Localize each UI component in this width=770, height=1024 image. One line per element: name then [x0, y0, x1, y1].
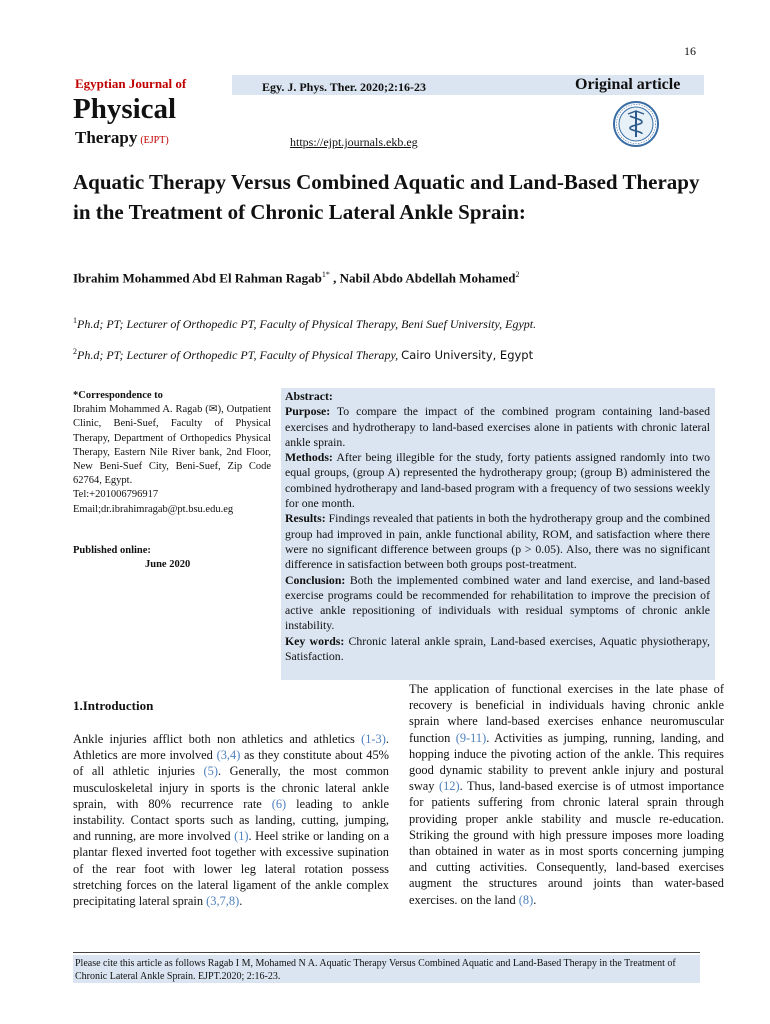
- affiliation-1-num: 1: [73, 316, 77, 325]
- journal-name-line2: Physical: [73, 93, 177, 125]
- journal-name-line1: Egyptian Journal of: [75, 76, 187, 91]
- affiliation-2-num: 2: [73, 347, 77, 356]
- paragraph-text: . Thus, land-based exercise is of utmost importance for patients suffering from chronic lateral sprain through providing proper ankle stability and muscle re-education. Striking the ground with high pressure imposes more loading than obtained in water as in most sports concerning jumping and cutting activities. Consequently, land-based exercises augment the structures around joints than water-based exercises. on the land: [409, 779, 724, 907]
- correspondence-email: Email;dr.ibrahimragab@pt.bsu.edu.eg: [73, 503, 234, 515]
- keywords-text: Chronic lateral ankle sprain, Land-based exercises, Aquatic physiotherapy, Satisfaction.: [285, 633, 710, 664]
- affiliation-2-text: Ph.d; PT; Lecturer of Orthopedic PT, Faculty of Physical Therapy,: [77, 348, 402, 362]
- author-2: Nabil Abdo Abdellah Mohamed: [339, 270, 516, 286]
- citation-reference-link[interactable]: (6): [271, 796, 287, 811]
- journal-citation: Egy. J. Phys. Ther. 2020;2:16-23: [262, 80, 427, 94]
- citation-reference-link[interactable]: (3,4): [216, 748, 241, 763]
- journal-url-link[interactable]: https://ejpt.journals.ekb.eg: [290, 135, 418, 149]
- citation-reference-link[interactable]: (3,7,8): [206, 894, 240, 909]
- correspondence-heading: *Correspondence to: [73, 390, 163, 401]
- citation-reference-link[interactable]: (5): [203, 764, 218, 779]
- paragraph-text: Ankle injuries afflict both non athletics and athletics: [73, 732, 362, 746]
- affiliation-1: [73, 316, 536, 332]
- affiliation-1-text: Ph.d; PT; Lecturer of Orthopedic PT, Faculty of Physical Therapy, Beni Suef University, Egypt.: [77, 317, 537, 331]
- ejpt-logo-icon: [612, 100, 660, 148]
- introduction-heading: 1.Introduction: [73, 698, 154, 713]
- footer-divider: [73, 952, 700, 953]
- correspondence-body: Ibrahim Mohammed A. Ragab (✉), Outpatient Clinic, Beni-Suef, Faculty of Physical Therapy, Department of Orthopedics Physical Therapy, Eastern Nile River bank, 2nd Floor, New Beni-Suef City, Beni-Suef, Zip Code 62764, Egypt.: [73, 404, 271, 487]
- paragraph-text: .: [239, 894, 243, 909]
- paragraph-text: . Athletics are more involved: [73, 732, 389, 763]
- citation-reference-link[interactable]: (8): [518, 892, 534, 907]
- purpose-label: Purpose:: [285, 404, 331, 419]
- paragraph-text: leading to ankle instability. Contact sports such as landing, cutting, jumping, and running, are more involved: [73, 796, 389, 844]
- published-date: June 2020: [145, 559, 191, 570]
- results-text: Findings revealed that patients in both the hydrotherapy group and the combined group had improved in pain, ankle functional ability, ROM, and satisfaction where there were no significant difference between groups (p > 0.05). Also, there was no significant difference in satisfaction between both groups post-treatment.: [285, 511, 710, 572]
- citation-reference-link[interactable]: (9-11): [455, 730, 487, 745]
- journal-abbr: (EJPT): [140, 135, 169, 146]
- correspondence-block: [73, 389, 271, 517]
- paragraph-text: . Heel strike or landing on a plantar flexed inverted foot together with excessive supination of the rear foot with lower leg lateral rotation possess stretching forces on the lateral ligament of the ankle complex precipitating lateral sprain: [73, 829, 390, 909]
- paragraph-text: . Generally, the most common musculoskeletal injury in sports is the chronic lateral ankle sprain, with 80% recurrence rate: [73, 764, 389, 811]
- author-1: Ibrahim Mohammed Abd El Rahman Ragab: [73, 270, 322, 286]
- page-number: 16: [684, 44, 696, 58]
- introduction-right-column: [409, 681, 724, 908]
- keywords-label: Key words:: [285, 633, 345, 648]
- journal-name-line3: [75, 128, 169, 148]
- conclusion-text: Both the implemented combined water and land exercise, and land-based exercise programs could be recommended for rehabilitation to improve the precision of active ankle repositioning of individuals with residual symptoms of chronic ankle instability.: [285, 572, 710, 633]
- author-1-sup: 1*: [321, 270, 330, 279]
- introduction-left-column: [73, 731, 389, 909]
- conclusion-label: Conclusion:: [285, 572, 346, 587]
- abstract: [285, 389, 710, 664]
- author-separator: ,: [329, 270, 340, 286]
- citation-reference-link[interactable]: (1): [234, 829, 249, 844]
- affiliation-2: [73, 347, 533, 363]
- journal-therapy-word: Therapy: [75, 128, 138, 147]
- methods-label: Methods:: [285, 450, 333, 465]
- article-type: Original article: [575, 76, 681, 93]
- paragraph-text: . Activities as jumping, running, landing, and hopping induce the pivoting action of the ankle. This requires good dynamic stability to prevent ankle injury and postural sway: [409, 730, 724, 794]
- correspondence-tel: Tel:+201006796917: [73, 489, 159, 501]
- paragraph-text: The application of functional exercises in the late phase of recovery is beneficial in individuals having chronic ankle sprain where land-based exercises enhance neuromuscular function: [409, 682, 724, 745]
- results-label: Results:: [285, 511, 326, 526]
- affiliation-2-tail: Cairo University, Egypt: [401, 348, 534, 362]
- author-2-sup: 2: [515, 270, 520, 279]
- citation-footer: Please cite this article as follows Ragab I M, Mohamed N A. Aquatic Therapy Versus Combined Aquatic and Land-Based Therapy in the Treatment of Chronic Lateral Ankle Sprain. EJPT.2020; 2:16-23.: [75, 958, 676, 982]
- author-list: [73, 270, 520, 286]
- citation-reference-link[interactable]: (1-3): [361, 732, 386, 746]
- abstract-heading: Abstract:: [285, 389, 333, 403]
- article-title: Aquatic Therapy Versus Combined Aquatic and Land-Based Therapy in the Treatment of Chronic Lateral Ankle Sprain:: [73, 170, 700, 224]
- paragraph-text: .: [533, 892, 537, 907]
- paragraph-text: as they constitute about 45% of all athletic injuries: [73, 748, 390, 779]
- methods-text: After being illegible for the study, forty patients assigned randomly into two equal groups, (group A) represented the hydrotherapy group; (group B) administered the combined hydrotherapy and land-based program with a frequency of two sessions weekly for one month.: [285, 450, 710, 511]
- citation-reference-link[interactable]: (12): [438, 779, 460, 794]
- published-label: Published online:: [73, 545, 151, 556]
- purpose-text: To compare the impact of the combined program containing land-based exercises and hydrotherapy to land-based exercises alone in patients with chronic lateral ankle sprain.: [285, 404, 710, 449]
